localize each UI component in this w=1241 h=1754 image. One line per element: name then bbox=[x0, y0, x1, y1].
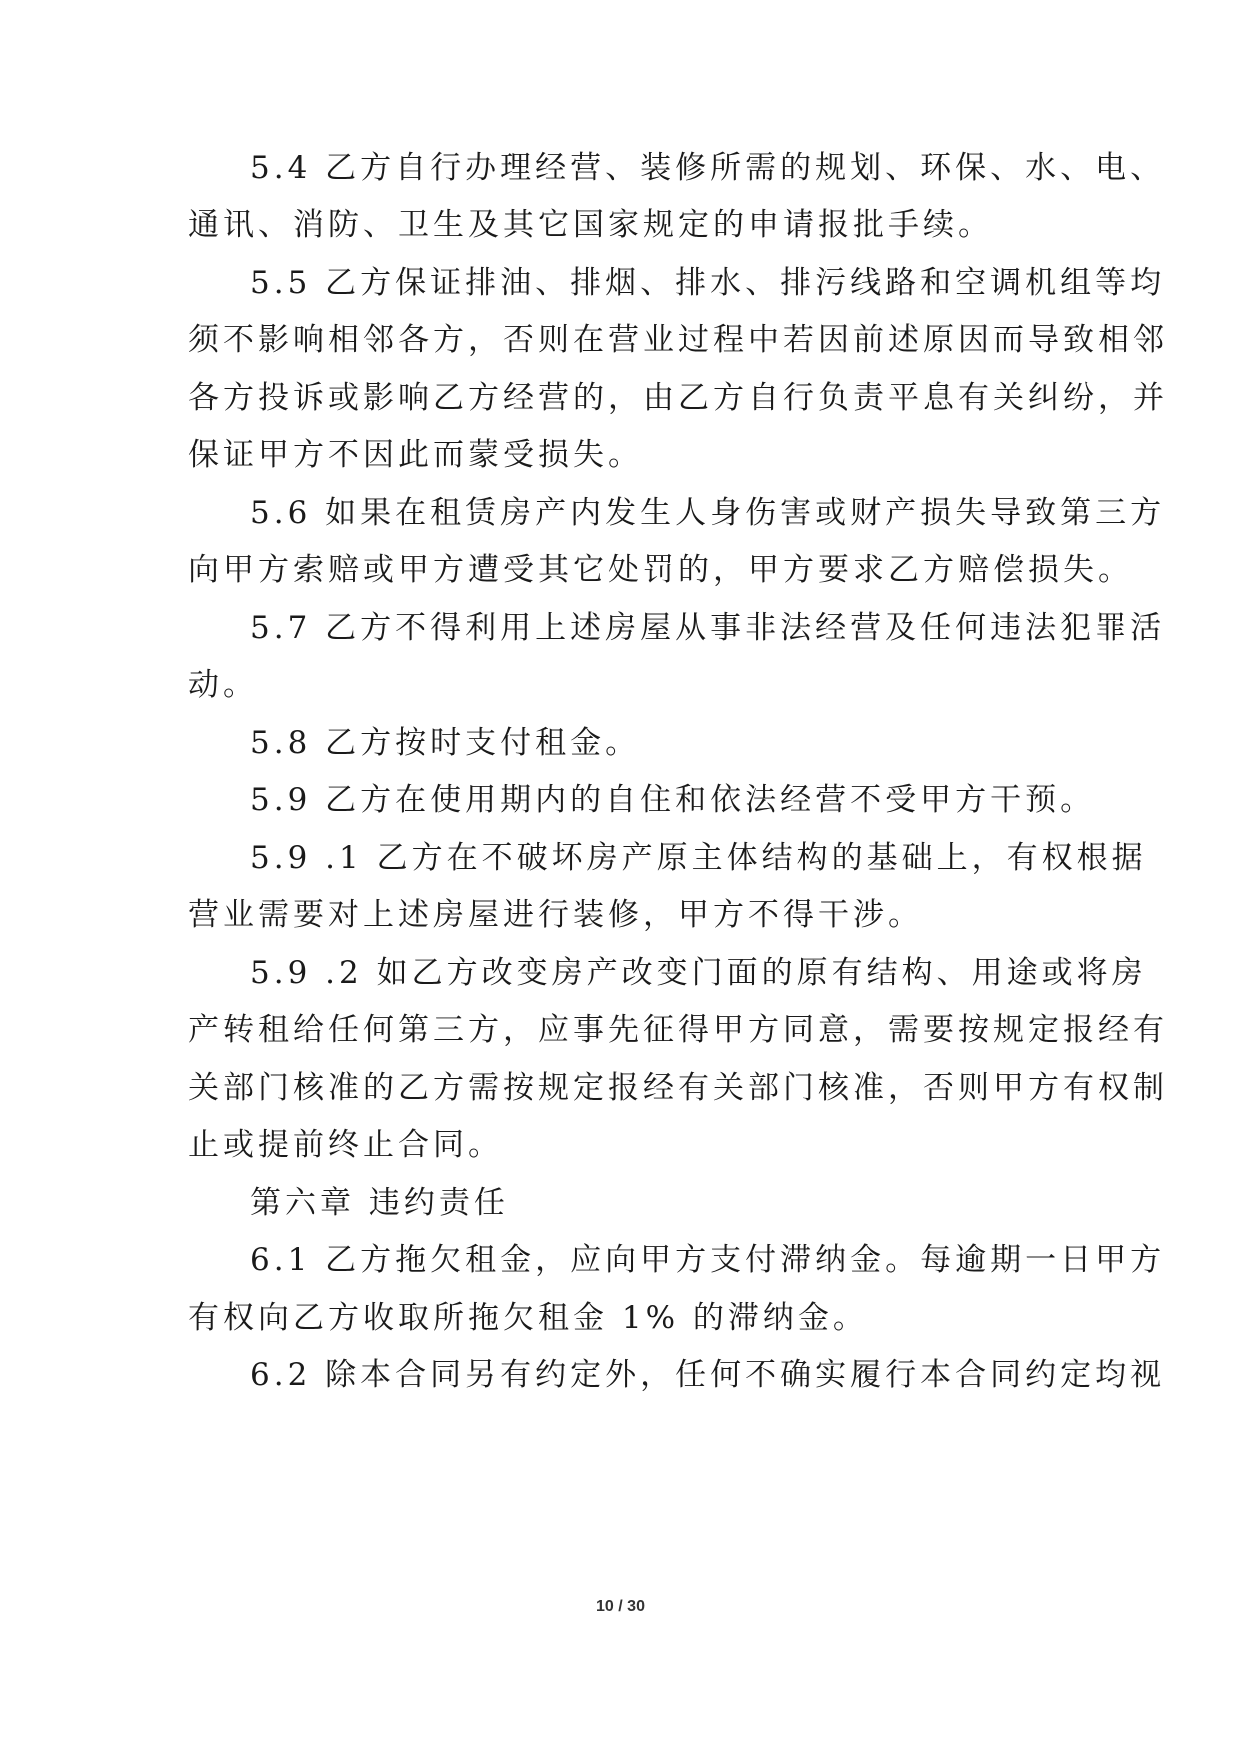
clause-5-9-1-line-1: 5.9 .1 乙方在不破坏房产原主体结构的基础上，有权根据 bbox=[250, 840, 1147, 876]
chapter-6-heading: 第六章 违约责任 bbox=[250, 1185, 509, 1221]
clause-5-9-1-line-2: 营业需要对上述房屋进行装修，甲方不得干涉。 bbox=[188, 897, 923, 933]
clause-5-5-line-2: 须不影响相邻各方，否则在营业过程中若因前述原因而导致相邻 bbox=[188, 322, 1168, 358]
clause-5-9-2-line-3: 关部门核准的乙方需按规定报经有关部门核准，否则甲方有权制 bbox=[188, 1070, 1168, 1106]
clause-6-1-line-1: 6.1 乙方拖欠租金，应向甲方支付滞纳金。每逾期一日甲方 bbox=[250, 1242, 1166, 1278]
clause-5-5-line-1: 5.5 乙方保证排油、排烟、排水、排污线路和空调机组等均 bbox=[250, 265, 1166, 301]
clause-5-5-line-4: 保证甲方不因此而蒙受损失。 bbox=[188, 437, 643, 473]
clause-5-6-line-1: 5.6 如果在租赁房产内发生人身伤害或财产损失导致第三方 bbox=[250, 495, 1166, 531]
clause-5-6-line-2: 向甲方索赔或甲方遭受其它处罚的，甲方要求乙方赔偿损失。 bbox=[188, 552, 1133, 588]
clause-5-7-line-2: 动。 bbox=[188, 667, 258, 703]
clause-6-2-line-1: 6.2 除本合同另有约定外，任何不确实履行本合同约定均视 bbox=[250, 1357, 1166, 1393]
clause-5-9-2-line-4: 止或提前终止合同。 bbox=[188, 1127, 503, 1163]
clause-5-9-2-line-2: 产转租给任何第三方，应事先征得甲方同意，需要按规定报经有 bbox=[188, 1012, 1168, 1048]
clause-5-8: 5.8 乙方按时支付租金。 bbox=[250, 725, 641, 761]
clause-5-9-2-line-1: 5.9 .2 如乙方改变房产改变门面的原有结构、用途或将房 bbox=[250, 955, 1147, 991]
page-number: 10 / 30 bbox=[596, 1598, 645, 1615]
clause-5-4-line-1: 5.4 乙方自行办理经营、装修所需的规划、环保、水、电、 bbox=[250, 150, 1166, 186]
clause-5-4-line-2: 通讯、消防、卫生及其它国家规定的申请报批手续。 bbox=[188, 207, 993, 243]
clause-5-9: 5.9 乙方在使用期内的自住和依法经营不受甲方干预。 bbox=[250, 782, 1096, 818]
clause-5-7-line-1: 5.7 乙方不得利用上述房屋从事非法经营及任何违法犯罪活 bbox=[250, 610, 1166, 646]
clause-6-1-line-2: 有权向乙方收取所拖欠租金 1% 的滞纳金。 bbox=[188, 1300, 868, 1336]
clause-5-5-line-3: 各方投诉或影响乙方经营的，由乙方自行负责平息有关纠纷，并 bbox=[188, 380, 1168, 416]
